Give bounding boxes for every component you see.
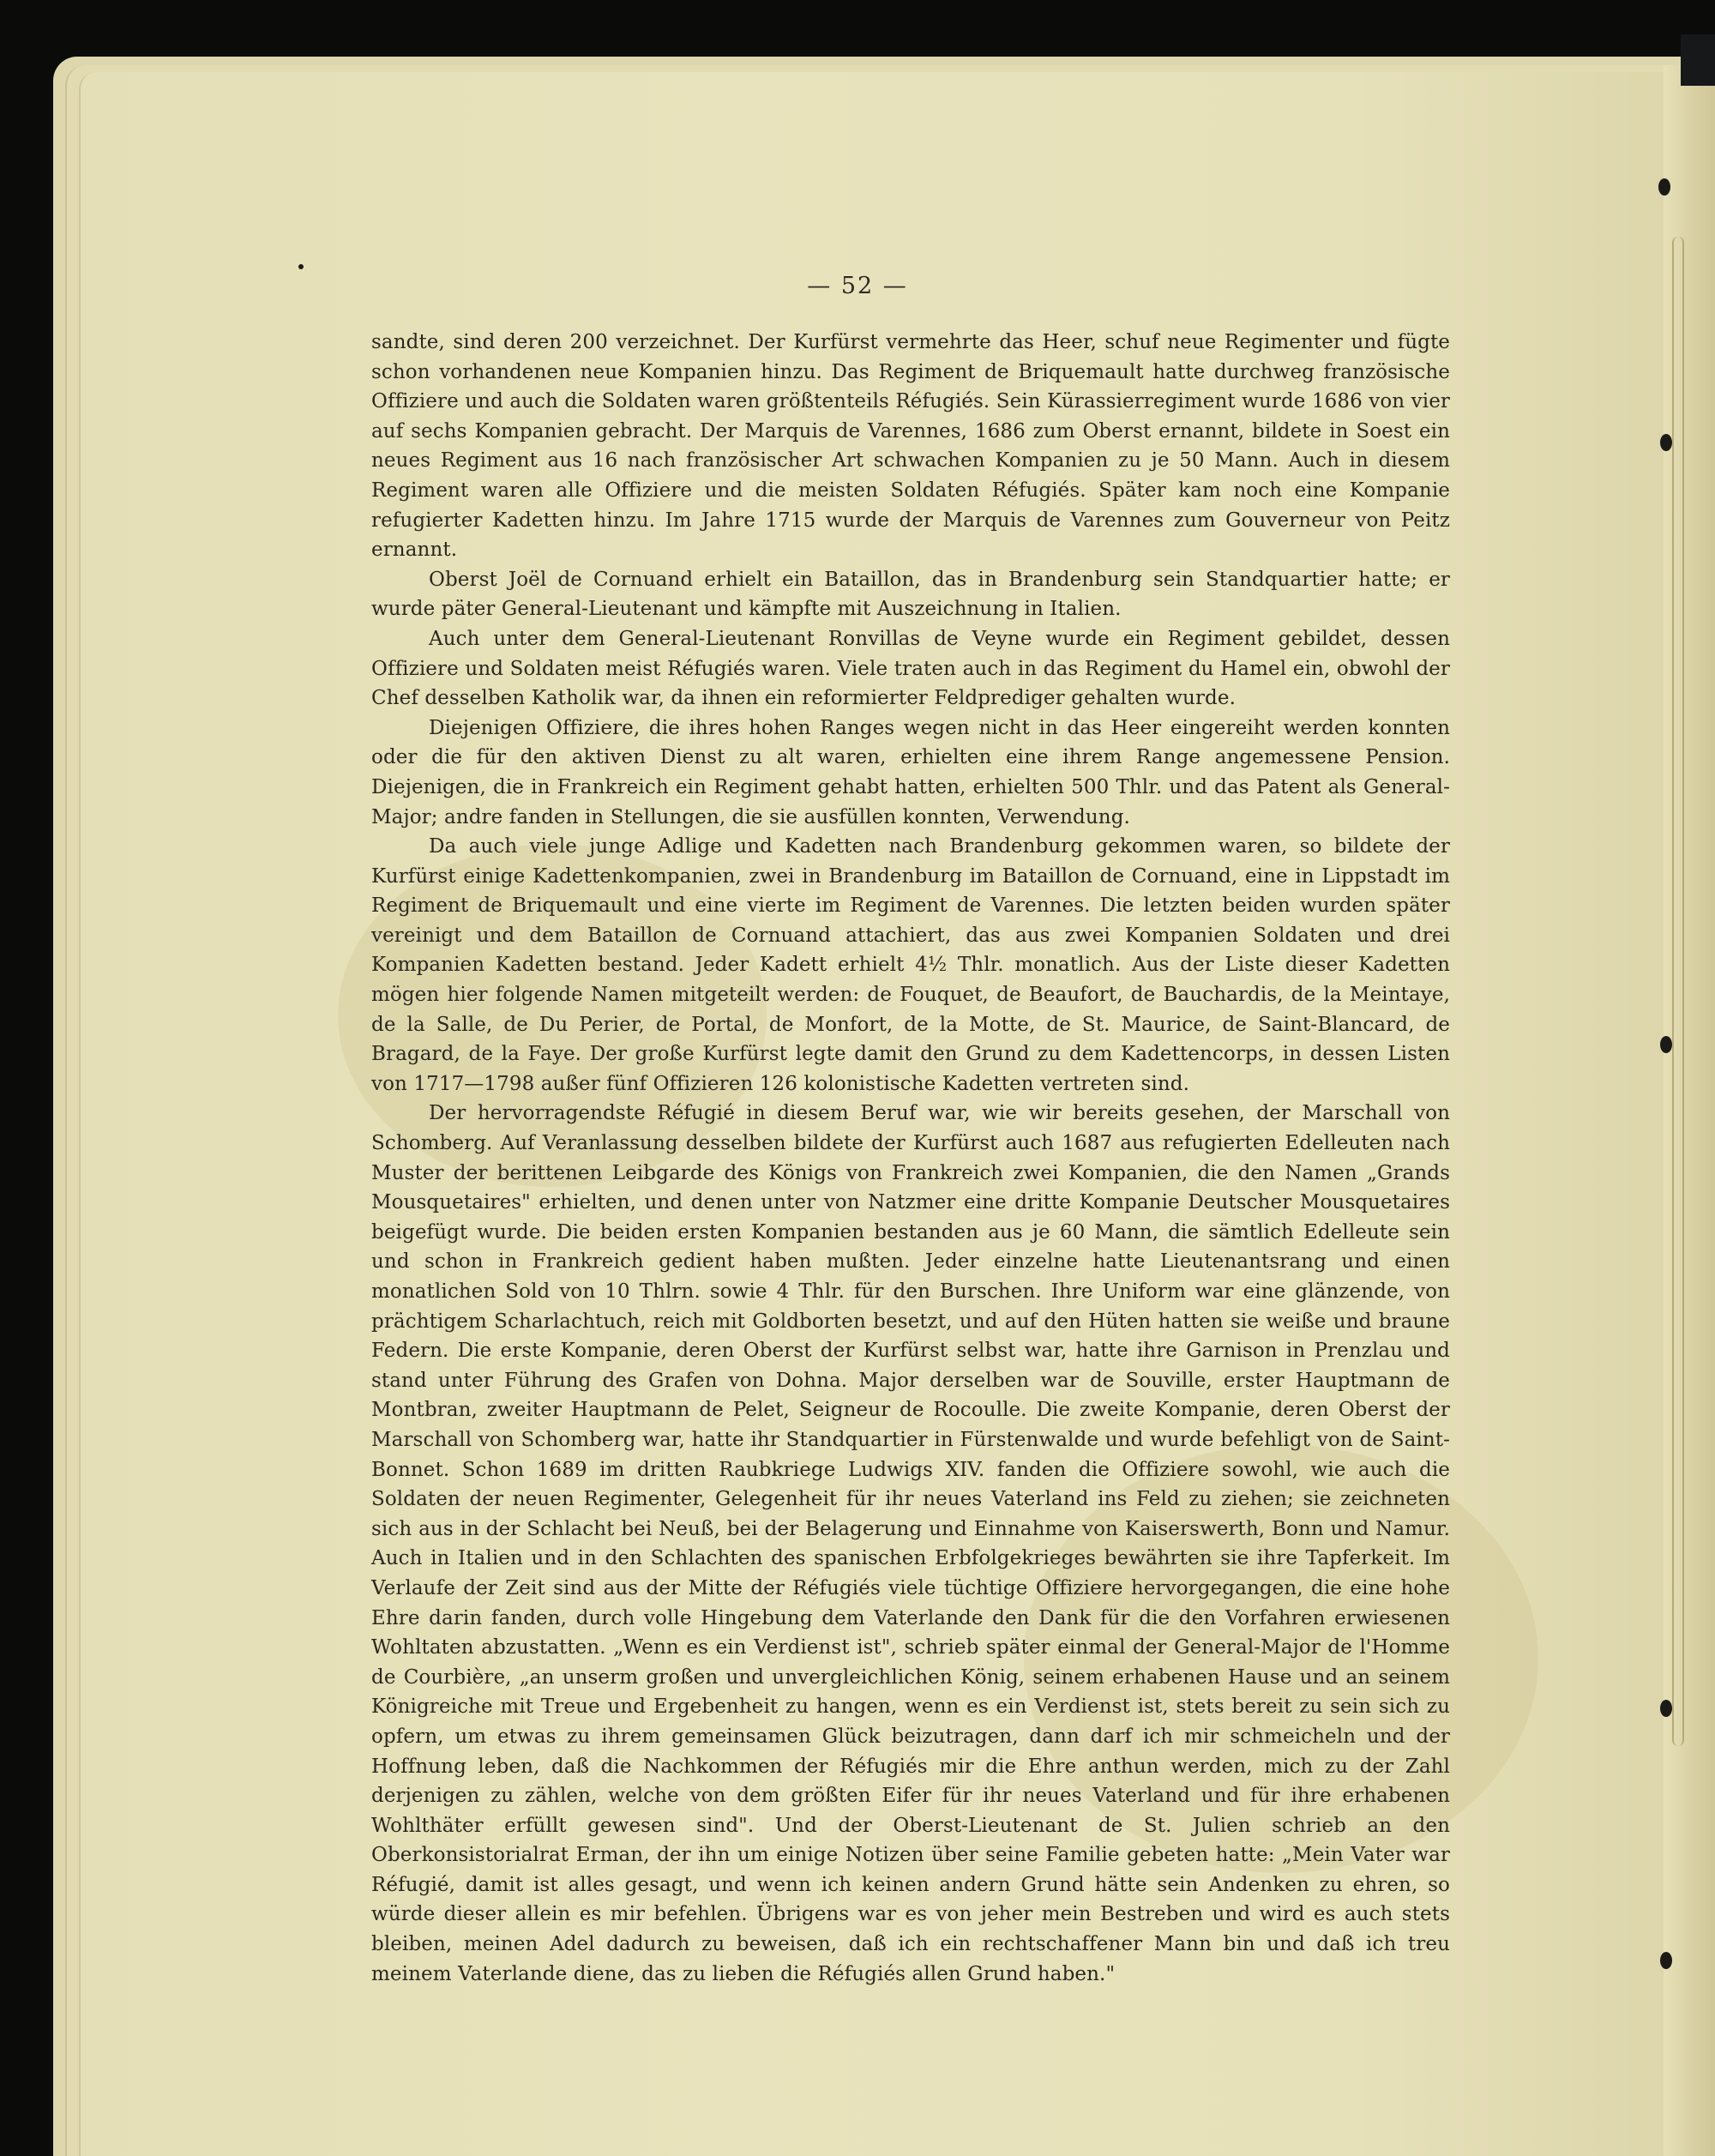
paragraph: Auch unter dem General-Lieutenant Ronvillas de Veyne wurde ein Regiment gebildet, dessen Offiziere und Soldaten meist Réfugiés waren. Viele traten auch in das Regiment du Hamel ein, obwohl der Chef desselben Katholik war, da ihnen ein reformierter Feldprediger gehalten wurde. [371,627,1450,710]
binding-fold [1672,237,1684,1746]
background-corner [1681,34,1715,86]
body-text [371,328,1450,1989]
binding-stitch-mark [1660,1700,1672,1717]
binding-stitch-mark [1658,178,1670,196]
paragraph: sandte, sind deren 200 verzeichnet. Der Kurfürst vermehrte das Heer, schuf neue Regimenter und fügte schon vorhandenen neue Kompanien hinzu. Das Regiment de Briquemault hatte durchweg französische Offiziere und auch die Soldaten waren größtenteils Réfugiés. Sein Kürassierregiment wurde 1686 von vier auf sechs Kompanien gebracht. Der Marquis de Varennes, 1686 zum Oberst ernannt, bildete in Soest ein neues Regiment aus 16 nach französischer Art schwachen Kompanien zu je 50 Mann. Auch in diesem Regiment waren alle Offiziere und die meisten Soldaten Réfugiés. Später kam noch eine Kompanie refugierter Kadetten hinzu. Im Jahre 1715 wurde der Marquis de Varennes zum Gouverneur von Peitz ernannt. [371,331,1450,562]
paragraph: Diejenigen Offiziere, die ihres hohen Ranges wegen nicht in das Heer eingereiht werden konnten oder die für den aktiven Dienst zu alt waren, erhielten eine ihrem Range angemessene Pension. Diejenigen, die in Frankreich ein Regiment gehabt hatten, erhielten 500 Thlr. und das Patent als General-Major; andre fanden in Stellungen, die sie ausfüllen konnten, Verwendung. [371,716,1450,828]
book-binding-edge [1664,65,1715,2156]
binding-stitch-mark [1660,1952,1672,1969]
paragraph: Der hervorragendste Réfugié in diesem Beruf war, wie wir bereits gesehen, der Marschall von Schomberg. Auf Veranlassung desselben bildete der Kurfürst auch 1687 aus refugierten Edelleuten nach Muster der berittenen Leibgarde des Königs von Frankreich zwei Kompanien, die den Namen „Grands Mousquetaires" erhielten, und denen unter von Natzmer eine dritte Kompanie Deutscher Mousquetaires beigefügt wurde. Die beiden ersten Kompanien bestanden aus je 60 Mann, die sämtlich Edelleute sein und schon in Frankreich gedient haben mußten. Jeder einzelne hatte Lieutenantsrang und einen monatlichen Sold von 10 Thlrn. sowie 4 Thlr. für den Burschen. Ihre Uniform war eine glänzende, von prächtigem Scharlachtuch, reich mit Goldborten besetzt, und auf den Hüten hatten sie weiße und braune Federn. Die erste Kompanie, deren Oberst der Kurfürst selbst war, hatte ihre Garnison in Prenzlau und stand unter Führung des Grafen von Dohna. Major derselben war de Souville, erster Hauptmann de Montbran, zweiter Hauptmann de Pelet, Seigneur de Rocoulle. Die zweite Kompanie, deren Oberst der Marschall von Schomberg war, hatte ihr Standquartier in Fürstenwalde und wurde befehligt von de Saint-Bonnet. Schon 1689 im dritten Raubkriege Ludwigs XIV. fanden die Offiziere sowohl, wie auch die Soldaten der neuen Regimenter, Gelegenheit für ihr neues Vaterland ins Feld zu ziehen; sie zeichneten sich aus in der Schlacht bei Neuß, bei der Belagerung und Einnahme von Kaiserswerth, Bonn und Namur. Auch in Italien und in den Schlachten des spanischen Erbfolgekrieges bewährten sie ihre Tapferkeit. Im Verlaufe der Zeit sind aus der Mitte der Réfugiés viele tüchtige Offiziere hervorgegangen, die eine hohe Ehre darin fanden, durch volle Hingebung dem Vaterlande den Dank für die den Vorfahren erwiesenen Wohltaten abzustatten. „Wenn es ein Verdienst ist", schrieb später einmal der General-Major de l'Homme de Courbière, „an unserm großen und unvergleichlichen König, seinem erhabenen Hause und an seinem Königreiche mit Treue und Ergebenheit zu hangen, wenn es ein Verdienst ist, stets bereit zu sein sich zu opfern, um etwas zu ihrem gemeinsamen Glück beizutragen, dann darf ich mir schmeicheln und der Hoffnung leben, daß die Nachkommen der Réfugiés mir die Ehre anthun werden, mich zu der Zahl derjenigen zu zählen, welche von dem größten Eifer für ihr neues Vaterland und für ihre erhabenen Wohlthäter erfüllt gewesen sind". Und der Oberst-Lieutenant de St. Julien schrieb an den Oberkonsistorialrat Erman, der ihn um einige Notizen über seine Familie gebeten hatte: „Mein Vater war Réfugié, damit ist alles gesagt, und wenn ich keinen andern Grund hätte sein Andenken zu ehren, so würde dieser allein es mir befehlen. Übrigens war es von jeher mein Bestreben und wird es auch stets bleiben, meinen Adel dadurch zu beweisen, daß ich ein rechtschaffener Mann bin und daß ich treu meinem Vaterlande diene, das zu lieben die Réfugiés allen Grund haben." [371,1102,1450,1985]
page-number: — 52 — [807,273,908,299]
binding-stitch-mark [1660,1036,1672,1053]
paragraph: Da auch viele junge Adlige und Kadetten nach Brandenburg gekommen waren, so bildete der Kurfürst einige Kadettenkompanien, zwei in Brandenburg im Bataillon de Cornuand, eine in Lippstadt im Regiment de Briquemault und eine vierte im Regiment de Varennes. Die letzten beiden wurden später vereinigt und dem Bataillon de Cornuand attachiert, das aus zwei Kompanien Soldaten und drei Kompanien Kadetten bestand. Jeder Kadett erhielt 4½ Thlr. monatlich. Aus der Liste dieser Kadetten mögen hier folgende Namen mitgeteilt werden: de Fouquet, de Beaufort, de Bauchardis, de la Meintaye, de la Salle, de Du Perier, de Portal, de Monfort, de la Motte, de St. Maurice, de Saint-Blancard, de Bragard, de la Faye. Der große Kurfürst legte damit den Grund zu dem Kadettencorps, in dessen Listen von 1717—1798 außer fünf Offizieren 126 kolonistische Kadetten vertreten sind. [371,835,1450,1095]
paragraph: Oberst Joël de Cornuand erhielt ein Bataillon, das in Brandenburg sein Standquartier hatte; er wurde päter General-Lieutenant und kämpfte mit Auszeichnung in Italien. [371,568,1450,621]
binding-stitch-mark [1660,434,1672,451]
ink-speck [298,264,304,269]
